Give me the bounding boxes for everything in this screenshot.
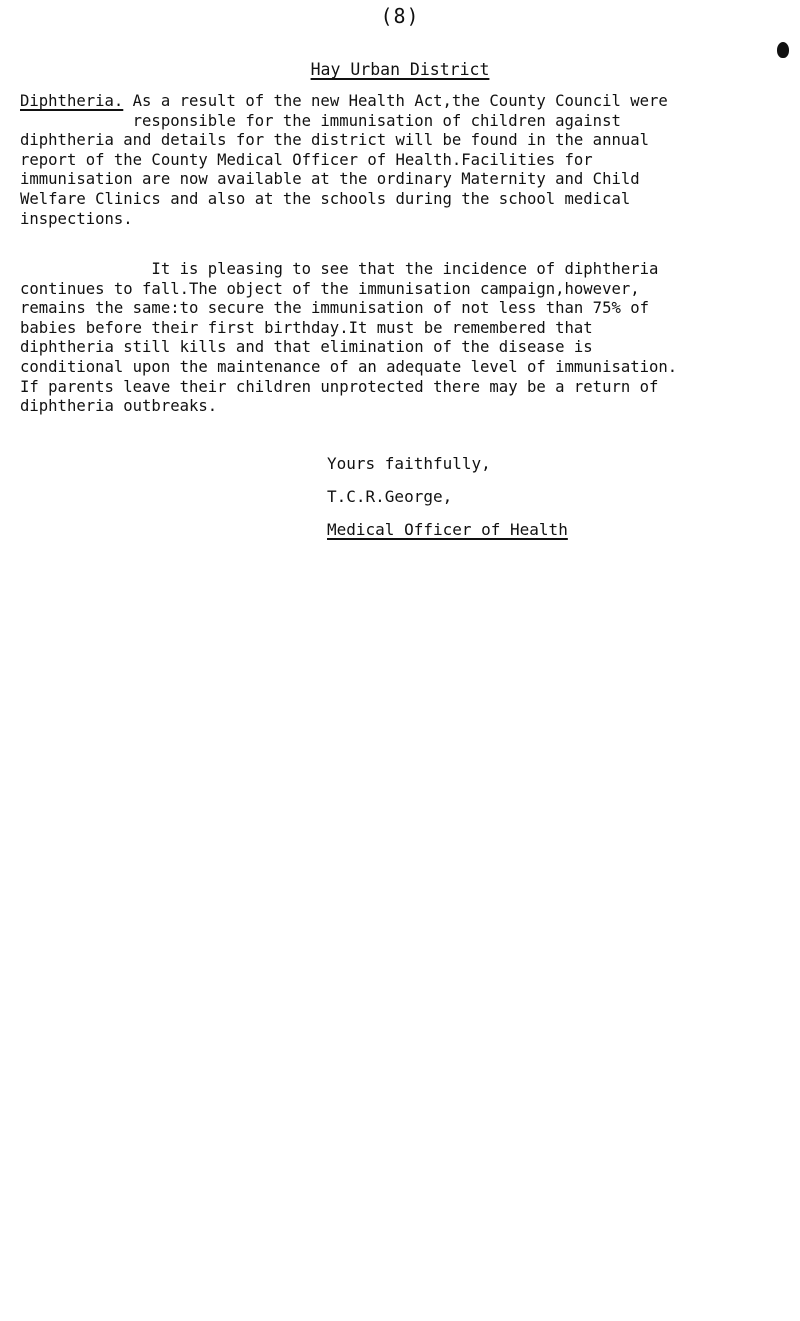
closing-salutation: Yours faithfully, (327, 454, 491, 473)
diphtheria-paragraph-2 (20, 260, 795, 417)
district-title-text: Hay Urban District (310, 60, 490, 79)
paragraph2-line: If parents leave their children unprotected there may be a return of (20, 377, 659, 396)
signatory-title (327, 520, 568, 539)
paragraph2-line: It is pleasing to see that the incidence of diphtheria (20, 260, 659, 278)
paragraph1-line: diphtheria and details for the district will be found in the annual (20, 131, 650, 150)
diphtheria-paragraph-1 (20, 92, 795, 229)
paragraph1-line: responsible for the immunisation of children against (20, 111, 621, 130)
paragraph1-line: immunisation are now available at the ordinary Maternity and Child (20, 170, 640, 189)
paragraph2-line: babies before their first birthday.It must be remembered that (20, 318, 593, 337)
paragraph2-line: continues to fall.The object of the immunisation campaign,however, (20, 279, 640, 298)
paragraph1-line: report of the County Medical Officer of Health.Facilities for (20, 150, 593, 169)
ink-blot-mark (777, 42, 789, 58)
signatory-title-text: Medical Officer of Health (327, 520, 568, 539)
paragraph2-line: diphtheria outbreaks. (20, 397, 218, 416)
paragraph2-line: remains the same:to secure the immunisation of not less than 75% of (20, 299, 650, 318)
paragraph1-line: inspections. (20, 209, 133, 228)
paragraph2-line: diphtheria still kills and that elimination of the disease is (20, 338, 593, 357)
paragraph1-line: Welfare Clinics and also at the schools during the school medical (20, 189, 631, 208)
page-number: (8) (380, 4, 420, 28)
district-title (0, 60, 800, 79)
paragraph2-line: conditional upon the maintenance of an adequate level of immunisation. (20, 357, 678, 376)
paragraph1-line: As a result of the new Health Act,the County Council were (123, 92, 668, 110)
signatory-name: T.C.R.George, (327, 487, 453, 506)
section-heading: Diphtheria. (20, 92, 124, 110)
